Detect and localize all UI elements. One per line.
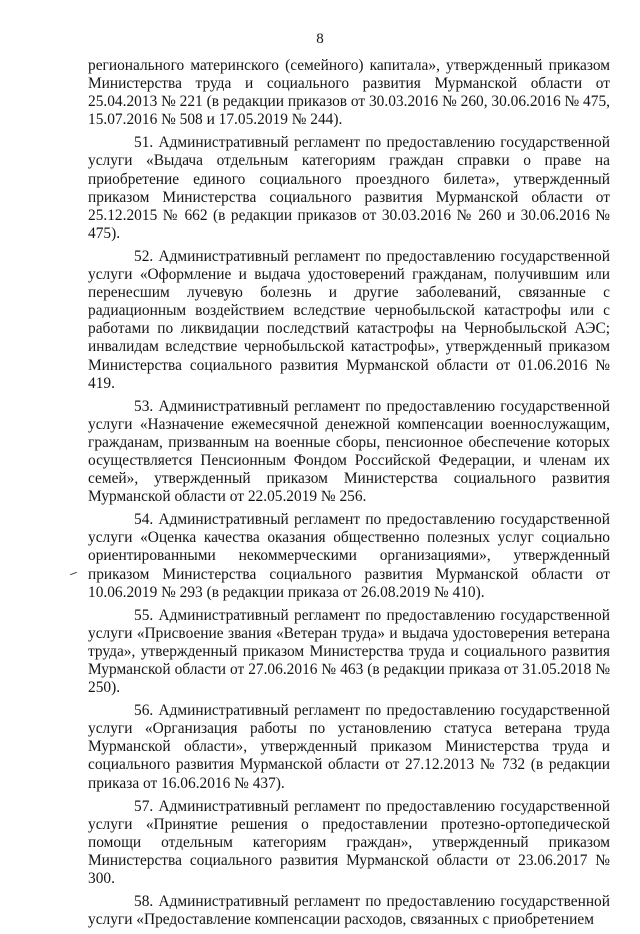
paragraph-55: 55. Административный регламент по предоставлению государственной услуги «Присвоение звания «Ветеран труда» и выдача удостоверения ветерана труда», утвержденный приказом Министерства труда и социального развития Мурманской области от 27.06.2016 № 463 (в редакции приказа от 31.05.2018 № 250). — [88, 606, 610, 697]
paragraph-52: 52. Административный регламент по предоставлению государственной услуги «Оформление и выдача удостоверений гражданам, получившим или перенесшим лучевую болезнь и другие заболеваний, связанные с радиационным воздействием вследствие чернобыльской катастрофы или с работами по ликвидации последствий катастрофы на Чернобыльской АЭС; инвалидам вследствие чернобыльской катастрофы», утвержденный приказом Министерства социального развития Мурманской области от 01.06.2016 № 419. — [88, 247, 610, 392]
margin-pen-mark — [70, 572, 77, 575]
paragraph-54: 54. Административный регламент по предоставлению государственной услуги «Оценка качества оказания общественно полезных услуг социально ориентированными некоммерческими организациями», утвержденный приказом Министерства социального развития Мурманской области от 10.06.2019 № 293 (в редакции приказа от 26.08.2019 № 410). — [88, 511, 610, 601]
paragraph-53: 53. Административный регламент по предоставлению государственной услуги «Назначение ежемесячной денежной компенсации военнослужащим, гражданам, призванным на военные сборы, пенсионное обеспечение которых осуществляется Пенсионным Фондом Российской Федерации, и членам их семей», утвержденный приказом Министерства социального развития Мурманской области от 22.05.2019 № 256. — [88, 397, 610, 506]
paragraph-57: 57. Административный регламент по предоставлению государственной услуги «Принятие решения о предоставлении протезно-ортопедической помощи отдельным категориям граждан», утвержденный приказом Министерства социального развития Мурманской области от 23.06.2017 № 300. — [88, 797, 610, 888]
document-body — [88, 57, 610, 934]
paragraph-50-continuation: регионального материнского (семейного) капитала», утвержденный приказом Министерства труда и социального развития Мурманской области от 25.04.2013 № 221 (в редакции приказов от 30.03.2016 № 260, 30.06.2016 № 475, 15.07.2016 № 508 и 17.05.2019 № 244). — [88, 57, 610, 129]
paragraph-51: 51. Административный регламент по предоставлению государственной услуги «Выдача отдельным категориям граждан справки о праве на приобретение единого социального проездного билета», утвержденный приказом Министерства социального развития Мурманской области от 25.12.2015 № 662 (в редакции приказов от 30.03.2016 № 260 и 30.06.2016 № 475). — [88, 134, 610, 242]
page-number: 8 — [316, 31, 324, 47]
paragraph-56: 56. Административный регламент по предоставлению государственной услуги «Организация работы по установлению статуса ветерана труда Мурманской области», утвержденный приказом Министерства труда и социального развития Мурманской области от 27.12.2013 № 732 (в редакции приказа от 16.06.2016 № 437). — [88, 702, 610, 792]
paragraph-58: 58. Административный регламент по предоставлению государственной услуги «Предоставление компенсации расходов, связанных с приобретением — [88, 893, 610, 929]
